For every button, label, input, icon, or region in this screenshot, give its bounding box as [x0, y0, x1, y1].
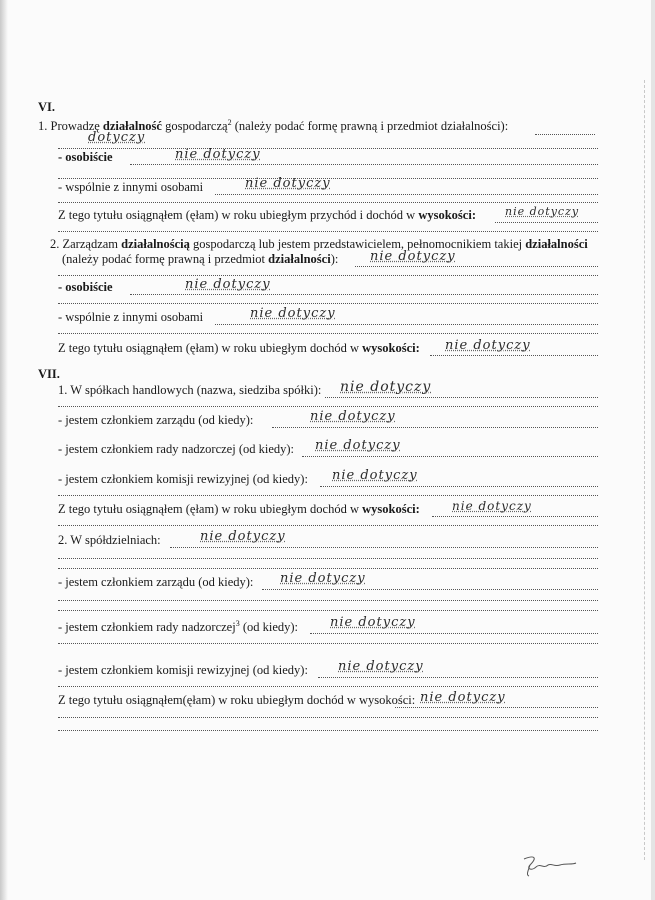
vii-q2-audit-label: - jestem członkiem komisji rewizyjnej (od kiedy):	[58, 663, 308, 677]
vi-q1-text-d: (należy podać formę prawną i przedmiot działalności):	[234, 119, 509, 134]
vii-q1-income-text: Z tego tytułu osiągnąłem (ęłam) w roku ubiegłym dochód w	[58, 502, 359, 516]
scan-edge-marks	[643, 80, 645, 860]
vi-q1-income-label	[58, 208, 476, 223]
vi-q2-text-a: Zarządzam	[62, 237, 119, 251]
vi-q1-number: 1.	[38, 119, 48, 134]
vi-q2-income-line	[430, 355, 598, 356]
vi-q2-number: 2.	[50, 237, 60, 251]
vii-q1-income-amount-label: wysokości:	[362, 502, 420, 516]
vi-q1-joint-answer: nie dotyczy	[245, 176, 331, 191]
vii-q2-supervisory-text: - jestem członkiem rady nadzorczej	[58, 620, 236, 635]
vi-q2-income-amount-label: wysokości:	[362, 341, 420, 355]
vi-q2-joint-label: - wspólnie z innymi osobami	[58, 310, 204, 324]
vi-q2-line2-b: działalności	[268, 252, 331, 266]
vi-q1-answer-line-2	[58, 148, 598, 149]
vi-q2-answer-line-2	[58, 275, 598, 276]
vi-q2-income-answer: nie dotyczy	[445, 338, 531, 353]
vi-q2-answer-line	[355, 266, 598, 267]
vi-q2-joint-line-2	[58, 333, 598, 334]
vii-q1-answer-line	[325, 397, 598, 398]
vi-q2-personal-line	[130, 294, 598, 295]
vii-q2-audit-line-2	[58, 686, 598, 687]
vii-q2-income-line-2	[58, 717, 598, 718]
vi-q1-text-a: Prowadzę	[50, 119, 100, 134]
vi-q1-personal-line	[130, 164, 598, 165]
vii-q1-label: 1. W spółkach handlowych (nazwa, siedziba spółki):	[58, 383, 322, 397]
vii-q1-income-line-2	[58, 525, 598, 526]
vii-q2-label: 2. W spółdzielniach:	[58, 533, 161, 547]
vii-q2-board-line	[262, 589, 598, 590]
vii-q1-board-line	[272, 427, 598, 428]
vii-q2-supervisory-label	[58, 619, 298, 635]
vi-q1-income-answer: nie dotyczy	[505, 205, 580, 218]
vii-q2-income-line	[395, 707, 598, 708]
vi-q2-income-label	[58, 341, 420, 356]
vi-q2-text-d: działalności	[525, 237, 588, 251]
vi-q2-personal-answer: nie dotyczy	[185, 277, 271, 292]
vii-q2-answer-line	[170, 547, 598, 548]
vi-q1-personal-label: - osobiście	[58, 150, 113, 164]
footnote-mark: 3	[235, 619, 240, 628]
footnote-mark: 2	[227, 118, 232, 127]
vi-q1-text-c: gospodarczą	[165, 119, 228, 134]
vii-q1-audit-answer: nie dotyczy	[332, 468, 418, 483]
vii-q2-answer-line-3	[58, 568, 598, 569]
vii-q1-income-answer: nie dotyczy	[452, 499, 532, 513]
vi-q2-joint-line	[215, 324, 598, 325]
vi-q2-text-c: gospodarczą lub jestem przedstawicielem, pełnomocnikiem takiej	[193, 237, 523, 251]
vii-q2-answer-line-2	[58, 558, 598, 559]
vi-q2-line2-c: ):	[330, 252, 339, 266]
vii-q2-board-line-2	[58, 600, 598, 601]
section-vii-heading: VII.	[38, 367, 60, 381]
vii-q2-board-line-3	[58, 610, 598, 611]
initials-signature	[520, 853, 580, 877]
vii-q2-supervisory-answer: nie dotyczy	[330, 615, 416, 630]
vii-q2-board-answer: nie dotyczy	[280, 571, 366, 586]
vii-q1-income-label	[58, 502, 420, 517]
vi-q1-income-text: Z tego tytułu osiągnąłem (ęłam) w roku ubiegłym przychód i dochód w	[58, 208, 416, 222]
vii-q2-income-line-3	[58, 730, 598, 731]
vii-q2-income-answer: nie dotyczy	[420, 690, 506, 705]
vi-q1-answer: dotyczy	[88, 130, 146, 145]
vii-q1-supervisory-line	[302, 456, 598, 457]
vii-q2-supervisory-line-2	[58, 643, 598, 644]
vi-q1-personal-answer: nie dotyczy	[175, 147, 261, 162]
vi-q1-joint-label: - wspólnie z innymi osobami	[58, 180, 204, 194]
vii-q1-income-line	[432, 516, 598, 517]
vii-q1-audit-line-2	[58, 495, 598, 496]
section-vi-heading: VI.	[38, 100, 56, 114]
vi-q2-question-line2	[62, 252, 338, 267]
vi-q1-joint-line-2	[58, 202, 598, 203]
vii-q1-supervisory-label: - jestem członkiem rady nadzorczej (od kiedy):	[58, 442, 295, 456]
vi-q1-income-line	[495, 222, 598, 223]
vii-q2-supervisory-line	[310, 633, 598, 634]
vii-q2-audit-line	[318, 677, 598, 678]
vi-q2-joint-answer: nie dotyczy	[250, 306, 336, 321]
vii-q1-answer-line-2	[58, 406, 598, 407]
vi-q2-personal-line-2	[58, 303, 598, 304]
vi-q2-income-text: Z tego tytułu osiągnąłem (ęłam) w roku ubiegłym dochód w	[58, 341, 359, 355]
vi-q2-text-b: działalnością	[121, 237, 190, 251]
vii-q1-board-answer: nie dotyczy	[310, 409, 396, 424]
vi-q2-question	[50, 237, 588, 252]
vi-q1-income-line-2	[58, 231, 598, 232]
vi-q2-answer: nie dotyczy	[370, 249, 456, 264]
vi-q1-joint-line	[215, 194, 598, 195]
scan-shadow-left	[0, 0, 8, 900]
vii-q1-board-label: - jestem członkiem zarządu (od kiedy):	[58, 413, 254, 427]
scan-shadow-right	[651, 0, 655, 900]
vi-q2-line2-a: (należy podać formę prawną i przedmiot	[62, 252, 266, 266]
vii-q2-income-label: Z tego tytułu osiągnąłem(ęłam) w roku ubiegłym dochód w wysokości:	[58, 693, 416, 707]
vii-q1-answer: nie dotyczy	[340, 379, 432, 395]
vii-q1-audit-line	[320, 486, 598, 487]
vi-q1-income-amount-label: wysokości:	[418, 208, 476, 222]
vi-q1-answer-line	[535, 134, 595, 135]
vii-q1-audit-label: - jestem członkiem komisji rewizyjnej (od kiedy):	[58, 472, 308, 486]
vii-q1-supervisory-answer: nie dotyczy	[315, 438, 401, 453]
vii-q2-supervisory-text-2: (od kiedy):	[242, 620, 299, 635]
vii-q2-answer: nie dotyczy	[200, 529, 286, 544]
initials-stroke	[524, 857, 576, 869]
vi-q1-text-b: działalność	[102, 119, 162, 134]
vii-q2-audit-answer: nie dotyczy	[338, 659, 424, 674]
vii-q2-board-label: - jestem członkiem zarządu (od kiedy):	[58, 575, 254, 589]
vi-q2-personal-label: - osobiście	[58, 280, 113, 294]
